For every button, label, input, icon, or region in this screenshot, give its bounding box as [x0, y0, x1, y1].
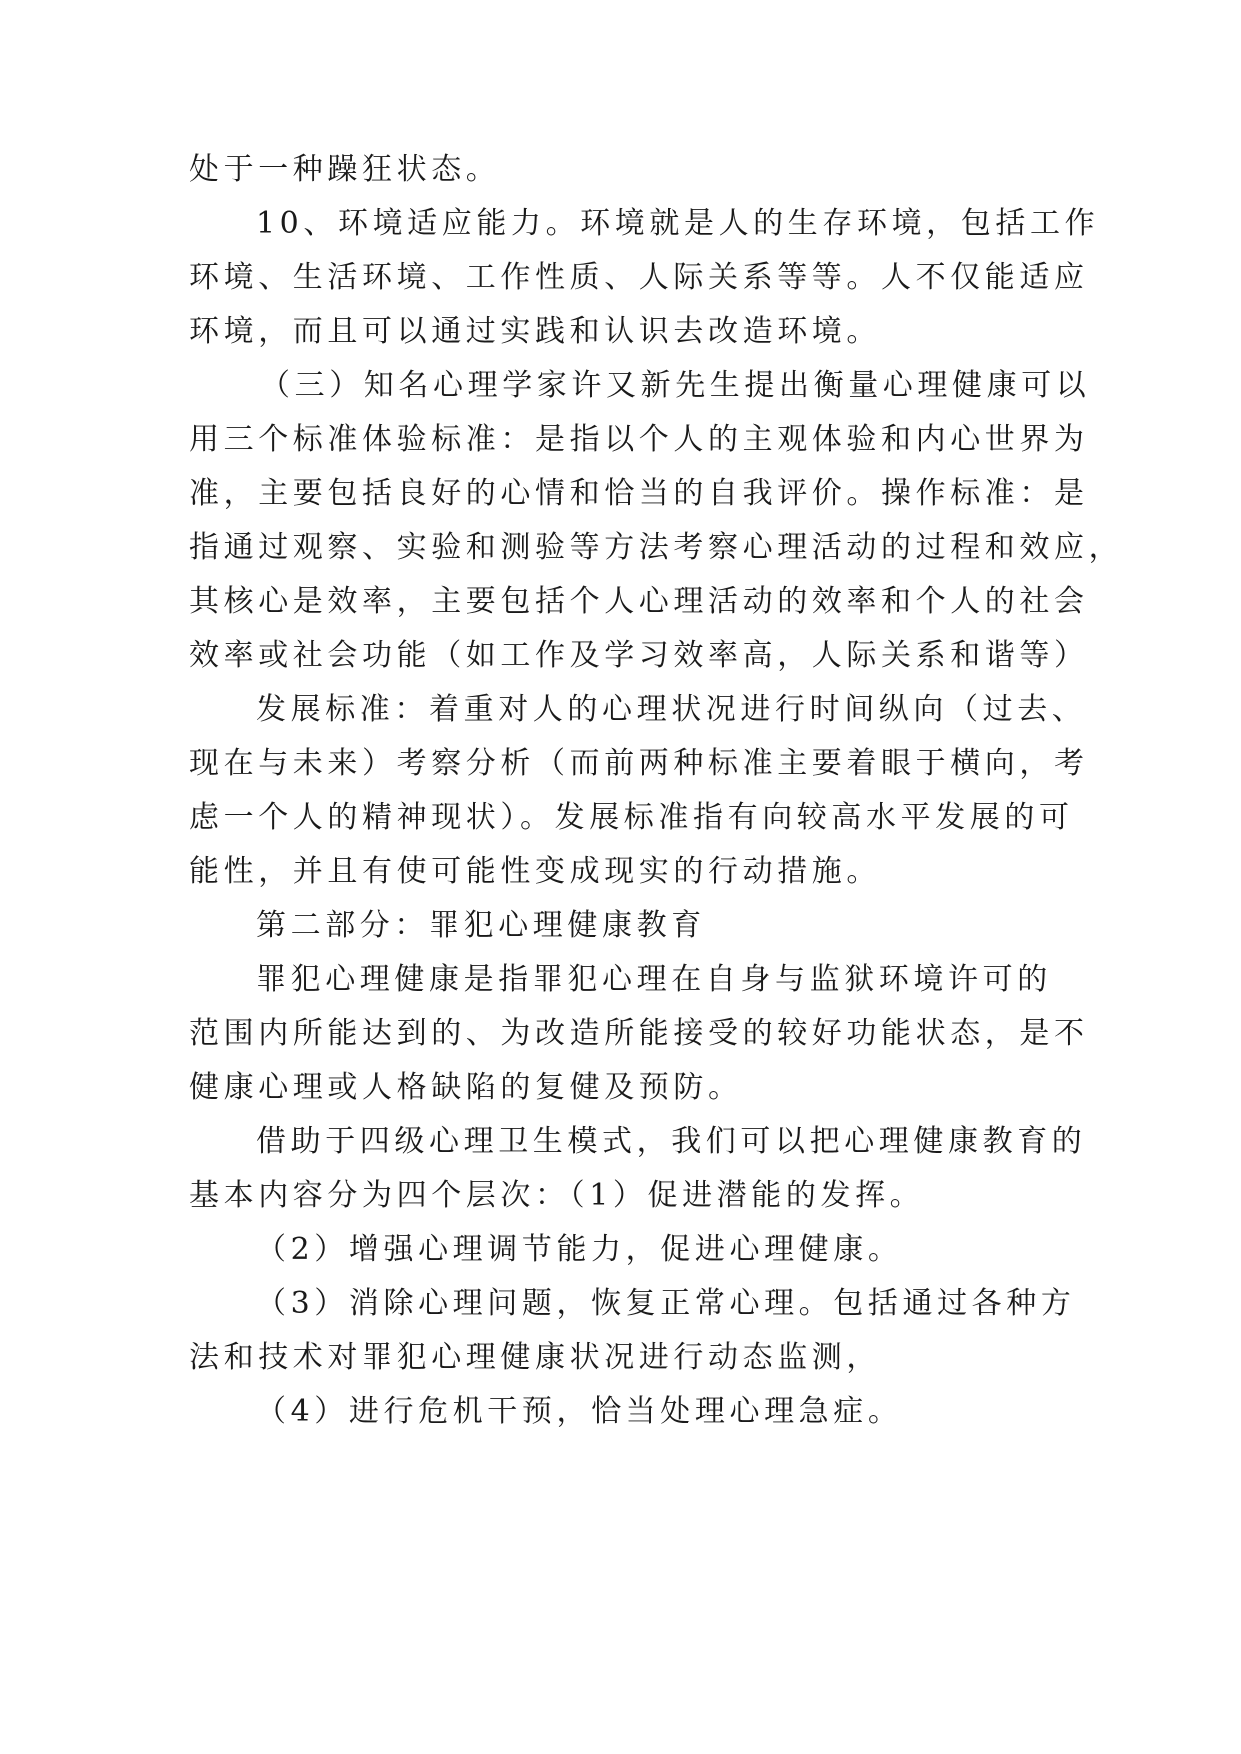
- text-line: 准，主要包括良好的心情和恰当的自我评价。操作标准：是: [189, 476, 1089, 511]
- text-line: （4）进行危机干预，恰当处理心理急症。: [256, 1394, 903, 1429]
- text-line: 处于一种躁狂状态。: [189, 152, 501, 187]
- text-line: 基本内容分为四个层次：（1）促进潜能的发挥。: [189, 1178, 925, 1213]
- text-line: 环境、生活环境、工作性质、人际关系等等。人不仅能适应: [189, 260, 1089, 295]
- text-line: 发展标准：着重对人的心理状况进行时间纵向（过去、: [256, 692, 1087, 727]
- section-heading: 第二部分：罪犯心理健康教育: [256, 908, 706, 943]
- text-line: 罪犯心理健康是指罪犯心理在自身与监狱环境许可的: [256, 962, 1052, 997]
- text-line: （2）增强心理调节能力，促进心理健康。: [256, 1232, 903, 1267]
- text-line: （3）消除心理问题，恢复正常心理。包括通过各种方: [256, 1286, 1076, 1321]
- text-line: 其核心是效率，主要包括个人心理活动的效率和个人的社会: [189, 584, 1089, 619]
- text-line: 10、环境适应能力。环境就是人的生存环境，包括工作: [256, 206, 1100, 241]
- text-line: 指通过观察、实验和测验等方法考察心理活动的过程和效应，: [189, 530, 1124, 565]
- text-line: 法和技术对罪犯心理健康状况进行动态监测，: [189, 1340, 881, 1375]
- text-line: 环境，而且可以通过实践和认识去改造环境。: [189, 314, 881, 349]
- text-line: 能性，并且有使可能性变成现实的行动措施。: [189, 854, 881, 889]
- text-line: 借助于四级心理卫生模式，我们可以把心理健康教育的: [256, 1124, 1087, 1159]
- text-line: 用三个标准体验标准：是指以个人的主观体验和内心世界为: [189, 422, 1089, 457]
- text-line: 效率或社会功能（如工作及学习效率高，人际关系和谐等）: [189, 638, 1089, 673]
- text-line: 虑一个人的精神现状）。发展标准指有向较高水平发展的可: [189, 800, 1074, 835]
- text-line: 健康心理或人格缺陷的复健及预防。: [189, 1070, 743, 1105]
- text-line: 范围内所能达到的、为改造所能接受的较好功能状态，是不: [189, 1016, 1089, 1051]
- text-line: （三）知名心理学家许又新先生提出衡量心理健康可以: [260, 368, 1091, 403]
- text-line: 现在与未来）考察分析（而前两种标准主要着眼于横向，考: [189, 746, 1089, 781]
